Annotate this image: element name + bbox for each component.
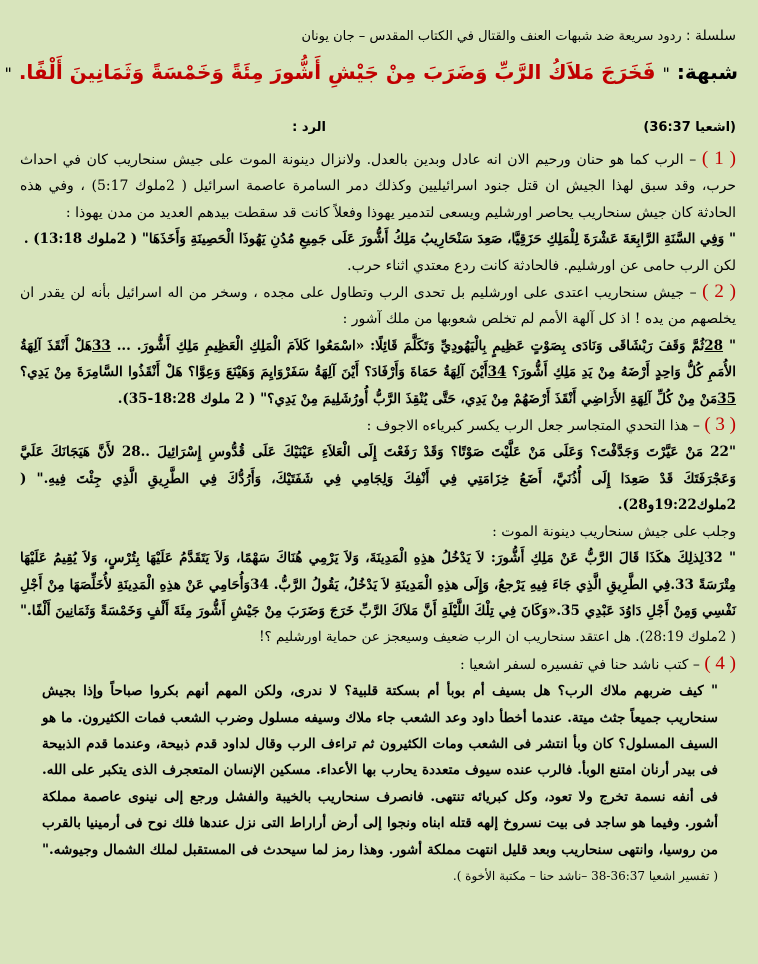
close-quote: " — [4, 64, 12, 83]
verse-number: 34 — [487, 364, 507, 381]
commentary-citation: ( تفسير اشعيا 36:37-38 –ناشد حنا – مكتبة الأخوة ). — [452, 868, 718, 883]
quote-text: " 32لِذلِكَ هكَذَا قَالَ الرَّبُّ عَنْ مَلِكِ أَشُّورَ: لاَ يَدْخُلُ هذِهِ الْمَدِينَةَ، وَلاَ يَرْمِي هُنَاكَ سَهْمًا، وَلاَ يَتَقَدَّمُ عَلَيْهَا بِتُرْسٍ، وَلاَ يُقِيمُ عَلَيْهَا مِتْرَسَةً 33.فِي الطَّرِيقِ الَّذِي جَاءَ فِيهِ يَرْجعُ، وَإِلَى هذِهِ الْمَدِينَةِ لاَ يَدْخُلُ، يَقُولُ الرَّبُّ. 34وَأُحَامِي عَنْ هذِهِ الْمَدِينَةِ لأُخَلِّصَهَا مِنْ أَجْلِ نَفْسِي وَمِنْ أَجْلِ دَاوُدَ عَبْدِي 35.«وَكَانَ فِي تِلْكَ اللَّيْلَةِ أَنَّ مَلاَكَ الرَّبِّ خَرَجَ وَضَرَبَ مِنْ جَيْشِ أَشُّورَ مِئَةَ أَلْفٍ وَخَمْسَةً وَثَمَانِينَ أَلْفًا." — [20, 550, 737, 619]
quote-segment: هَلْ أَنْقَذَ آلِهَةُ الأُمَمِ كُلُّ وَاحِدٍ أَرْضَهُ مِنْ يَدِ مَلِكِ أَشُّورَ؟ — [20, 337, 736, 381]
point-text: – جيش سنحاريب اعتدى على اورشليم بل تحدى الرب وتطاول على مجده ، وسخر من اله اسرائيل بأنه لن يقدر ان يخلصهم من يده ! اذ كل آلهة الأمم لم تخلص شعوبها من ملك آشور : — [20, 285, 736, 328]
claim-reference: (اشعيا 36:37) — [643, 120, 736, 135]
point-3-quote-2 — [20, 545, 736, 651]
verse-number: 35 — [717, 390, 736, 407]
point-number: ( 1 ) — [701, 148, 737, 169]
point-number: ( 3 ) — [704, 414, 736, 436]
quote-reference: ( 2ملوك 28:19). هل اعتقد سنحاريب ان الرب ضعيف وسيعجز عن حماية اورشليم ؟! — [259, 629, 736, 646]
point-3-intro — [20, 412, 736, 439]
claim-headline — [4, 58, 738, 88]
point-text: – كتب ناشد حنا في تفسيره لسفر اشعيا : — [460, 656, 700, 673]
point-1-quote: " وَفِي السَّنَةِ الرَّابِعَةَ عَشْرَةَ لِلْمَلِكِ حَزَقِيَّا، صَعِدَ سَنْحَارِيبُ مَلِكُ أَشُّورَ عَلَى جَمِيعِ مُدُنِ يَهُوذَا الْحَصِينَةِ وَأَخَذَهَا" ( 2ملوك 13:18) . — [23, 231, 736, 248]
reply-body — [20, 146, 736, 889]
author-name: جان يونان — [301, 29, 355, 44]
quote-segment: مَنْ مِنْ كُلِّ آلِهَةِ الأَرَاضِي أَنْقَذَ أَرْضَهُمْ مِنْ يَدِي، حَتَّى يُنْقِذَ الرَّبُّ أُورُشَلِيمَ مِنْ يَدِي؟" ( 2 ملوك 18:28-35). — [117, 390, 718, 407]
reply-heading: الرد : — [292, 120, 326, 135]
series-title: ردود سريعة ضد شبهات العنف والقتال في الكتاب المقدس — [369, 29, 682, 44]
point-2-intro — [20, 279, 736, 333]
quote-segment: " — [723, 337, 736, 354]
commentary-text: " كيف ضربهم ملاك الرب؟ هل بسيف أم بوبأ أم بسكتة قلبية؟ لا ندرى، ولكن المهم أنهم بكروا صباحاً وإذا بجيش سنحاريب جميعاً جثث ميتة. عندما أخطأ داود وعد الشعب جاء ملاك وسيفه مسلول وضرب الشعب فمات الكثيرون. ما هو السيف المسلول؟ كان وبأ انتشر فى الشعب ومات الكثيرون ثم تراءف الرب وقال لداود قدم ذبيحة، وعندما قدم الذبيحة فى بيدر أرنان امتنع الوبأ. فالرب عنده سيوف متعددة يحارب بها الأعداء. مسكين الإنسان المتعجرف الذى يتكبر على الله. فى أنفه نسمة تخرج ولا تعود، وكل كبريائه تنتهى. فانصرف سنحاريب بالخيبة والفشل ورجع إلى نينوى عاصمة مملكة أشور. وفيما هو ساجد فى بيت نسروخ إلهه قتله ابناه ونجوا إلى أرض أراراط التى نزل عندها فلك نوح فى أرمينيا بالقرب من روسيا، وانتهى سنحاريب وبعد قليل انتهت مملكة أشور. وهذا رمز لما سيحدث فى المستقبل لملك الشمال وجيوشه." — [42, 683, 718, 858]
quote-segment: أَيْنَ آلِهَةُ حَمَاةَ وَأَرْفَادَ؟ أَيْنَ آلِهَةُ سَفَرْوَايِمَ وَهَيْنَعَ وَعِوَّا؟ هَلْ أَنْقَذُوا السَّامِرَةَ مِنْ يَدِي؟ — [20, 364, 488, 381]
point-text: – الرب كما هو حنان ورحيم الان انه عادل وبدين بالعدل. ولانزال دينونة الموت على جيش سنحاريب كان في احداث حرب، وقد سبق لهذا الجيش ان قتل جنود اسرائيليين وكذلك دمر السامرة عاصمة اسرائيل ( 2ملوك 5:17) ، وفي هذه الحادثة كان جيش سنحاريب يحاصر اورشليم ويسعى لتدمير يهوذا وفعلاً كانت قد سقطت بيدهم العديد من مدن يهوذا : — [20, 152, 736, 221]
point-1-intro — [20, 146, 736, 226]
point-number: ( 4 ) — [704, 652, 736, 674]
point-1-conclusion: لكن الرب حامى عن اورشليم. فالحادثة كانت ردع معتدي اثناء حرب. — [347, 257, 736, 274]
point-text: – هذا التحدي المتجاسر جعل الرب يكسر كبرياءه الاجوف : — [366, 418, 700, 435]
point-3-quote: "22 مَنْ عَيَّرْتَ وَجَدَّفْتَ؟ وَعَلَى مَنْ عَلَّيْتَ صَوْتًا؟ وَقَدْ رَفَعْتَ إِلَى الْعَلاَءِ عَيْنَيْكَ عَلَى قُدُّوسِ إِسْرَائِيلَ ..28 لأَنَّ هَيَجَانَكَ عَلَيَّ وَعَجْرَفَتَكَ قَدْ صَعِدَا إِلَى أُذُنَيَّ، أَضَعُ خِزَامَتِي فِي أَنْفِكَ وَلِجَامِي فِي شَفَتَيْكَ، وَأَرُدُّكَ فِي الطَّرِيقِ الَّذِي جِئْتَ فِيهِ." ( 2ملوك19:22و28). — [20, 444, 736, 514]
reference-line — [22, 118, 736, 138]
claim-quote-text: فَخَرَجَ مَلاَكُ الرَّبِّ وَضَرَبَ مِنْ جَيْشِ أَشُّورَ مِئَةً وَخَمْسَةً وَثَمَانِينَ أَلْفًا. — [18, 60, 656, 84]
point-number: ( 2 ) — [702, 281, 737, 303]
verse-number: 28 — [704, 337, 724, 354]
quote-segment: ثُمَّ وَقَفَ رَبْشَاقَى وَنَادَى بِصَوْتٍ عَظِيمٍ بِالْيَهُودِيِّ وَتَكَلَّمَ قَائِلًا: «اسْمَعُوا كَلاَمَ الْمَلِكِ الْعَظِيمِ مَلِكِ أَشُّورَ. ... — [110, 337, 705, 354]
verse-number: 33 — [91, 337, 111, 354]
point-2-quote — [20, 333, 736, 412]
point-3-bridge: وجلب على جيش سنحاريب دينونة الموت : — [492, 523, 736, 540]
open-quote: " — [662, 64, 670, 83]
series-label: سلسلة : — [685, 28, 736, 44]
header-separator: – — [358, 29, 366, 44]
point-4-commentary — [20, 678, 736, 889]
series-header — [302, 27, 736, 46]
point-4-intro — [20, 651, 736, 678]
claim-label: شبهة: — [676, 60, 738, 84]
